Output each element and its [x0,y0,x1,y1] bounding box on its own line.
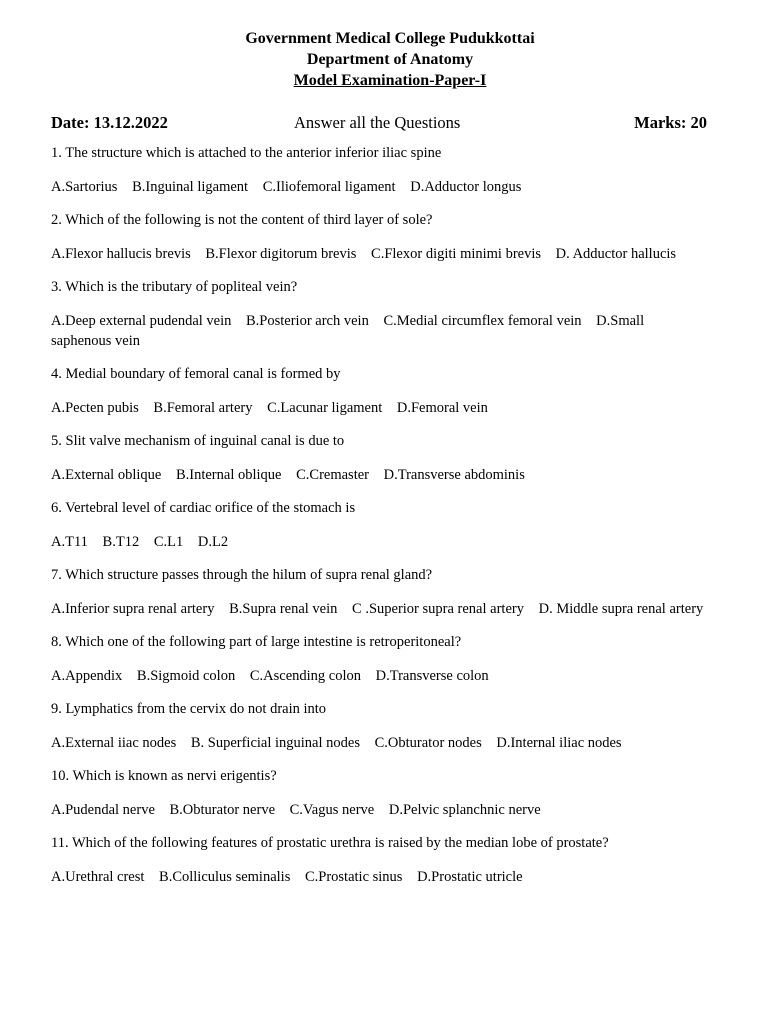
option-d: D. Adductor hallucis [555,245,677,262]
exam-title: Model Examination-Paper-I [293,72,487,89]
option-a: A.Inferior supra renal artery [51,600,215,617]
option-a: A.Deep external pudendal vein [51,312,232,329]
exam-marks: Marks: 20 [634,113,707,132]
question-item [51,143,731,197]
question-text: 1. The structure which is attached to the anterior inferior iliac spine [51,145,442,161]
question-text: 6. Vertebral level of cardiac orifice of the stomach is [51,500,356,516]
question-item [51,833,731,887]
question-item [51,498,731,552]
option-d: D.L2 [197,533,229,550]
option-a: A.External oblique [51,466,162,483]
question-options [51,666,731,686]
option-c: C.Cremaster [296,466,369,483]
question-text: 4. Medial boundary of femoral canal is formed by [51,366,341,382]
option-b: B.Obturator nerve [169,801,276,818]
question-options [51,867,731,887]
question-item [51,632,731,686]
question-list [51,143,731,900]
option-c: C.Flexor digiti minimi brevis [371,245,542,262]
option-c: C.Ascending colon [249,667,361,684]
option-c: C.Vagus nerve [289,801,375,818]
question-text: 3. Which is the tributary of popliteal vein? [51,279,298,295]
option-d: D.Internal iliac nodes [496,734,622,751]
option-c: C .Superior supra renal artery [352,600,524,617]
option-a: A.T11 [51,533,88,550]
option-c: C.Obturator nodes [374,734,482,751]
option-a: A.Urethral crest [51,868,145,885]
option-b: B.T12 [102,533,140,550]
question-options [51,532,731,552]
option-b: B.Posterior arch vein [246,312,369,329]
question-item [51,565,731,619]
option-b: B.Femoral artery [153,399,253,416]
option-b: B.Sigmoid colon [136,667,236,684]
option-a: A.Appendix [51,667,123,684]
question-options [51,800,731,820]
question-options [51,398,731,418]
exam-meta-row [51,113,707,135]
question-text: 11. Which of the following features of prostatic urethra is raised by the median lobe of prostate? [51,835,609,851]
option-d: D.Pelvic splanchnic nerve [388,801,541,818]
option-d: D.Adductor longus [410,178,522,195]
option-a: A.Flexor hallucis brevis [51,245,191,262]
question-item [51,431,731,485]
question-options [51,311,691,351]
question-options [51,733,731,753]
question-item [51,364,731,418]
question-text: 10. Which is known as nervi erigentis? [51,768,277,784]
option-a: A.External iiac nodes [51,734,177,751]
option-c: C.L1 [153,533,184,550]
college-name: Government Medical College Pudukkottai [245,30,535,47]
option-d: D. Middle supra renal artery [538,600,704,617]
question-text: 5. Slit valve mechanism of inguinal canal is due to [51,433,345,449]
option-a: A.Sartorius [51,178,118,195]
paper-header [0,28,768,91]
exam-instruction: Answer all the Questions [294,113,461,132]
question-options [51,177,731,197]
option-b: B.Colliculus seminalis [159,868,291,885]
option-c: C.Medial circumflex femoral vein [383,312,582,329]
option-d: D.Prostatic utricle [417,868,523,885]
question-item [51,766,731,820]
option-a: A.Pecten pubis [51,399,139,416]
option-b: B.Supra renal vein [229,600,338,617]
question-options [51,244,731,264]
option-b: B. Superficial inguinal nodes [190,734,360,751]
option-d: D.Small saphenous vein [51,312,645,349]
question-item [51,699,731,753]
option-c: C.Prostatic sinus [304,868,403,885]
option-d: D.Transverse abdominis [383,466,525,483]
question-options [51,465,731,485]
option-b: B.Inguinal ligament [132,178,249,195]
question-options [51,599,731,619]
question-text: 8. Which one of the following part of large intestine is retroperitoneal? [51,634,462,650]
question-item [51,210,731,264]
option-d: D.Femoral vein [396,399,488,416]
question-text: 9. Lymphatics from the cervix do not drain into [51,701,327,717]
option-b: B.Flexor digitorum brevis [205,245,357,262]
option-b: B.Internal oblique [175,466,282,483]
question-text: 7. Which structure passes through the hilum of supra renal gland? [51,567,433,583]
question-text: 2. Which of the following is not the content of third layer of sole? [51,212,433,228]
option-a: A.Pudendal nerve [51,801,155,818]
question-item [51,277,731,351]
option-d: D.Transverse colon [375,667,489,684]
department-name: Department of Anatomy [306,51,474,68]
option-c: C.Lacunar ligament [267,399,383,416]
exam-date: Date: 13.12.2022 [51,113,168,132]
option-c: C.Iliofemoral ligament [262,178,396,195]
